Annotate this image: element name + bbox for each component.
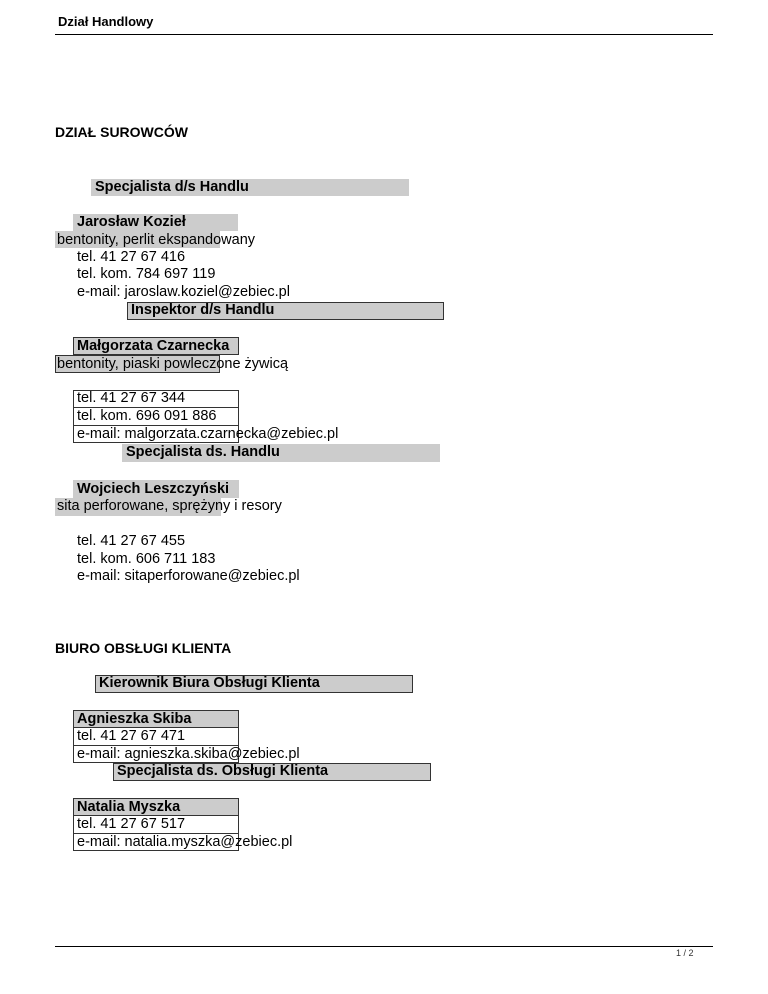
role-title-specjalista-handlu: Specjalista ds. Handlu [126, 444, 280, 460]
person-name: Wojciech Leszczyński [77, 481, 230, 497]
person-mobile[interactable]: tel. kom. 696 091 886 [77, 408, 217, 424]
role-title-inspektor-handlu: Inspektor d/s Handlu [131, 302, 275, 318]
person-products: sita perforowane, sprężyny i resory [57, 498, 282, 514]
role-title-specjalista-obslugi: Specjalista ds. Obsługi Klienta [117, 763, 329, 779]
person-phone[interactable]: tel. 41 27 67 471 [77, 728, 186, 744]
person-mobile[interactable]: tel. kom. 606 711 183 [77, 551, 216, 567]
person-email[interactable]: e-mail: sitaperforowane@zebiec.pl [77, 568, 300, 584]
role-title-kierownik-biura: Kierownik Biura Obsługi Klienta [99, 675, 320, 691]
header-divider [55, 34, 713, 35]
section-heading-surowce: DZIAŁ SUROWCÓW [55, 124, 188, 140]
person-name: Agnieszka Skiba [77, 711, 192, 727]
person-email[interactable]: e-mail: malgorzata.czarnecka@zebiec.pl [77, 426, 339, 442]
person-products: bentonity, piaski powleczone żywicą [57, 356, 289, 372]
person-email[interactable]: e-mail: agnieszka.skiba@zebiec.pl [77, 746, 300, 762]
person-phone[interactable]: tel. 41 27 67 416 [77, 249, 186, 265]
person-name: Jarosław Kozieł [77, 214, 186, 230]
person-phone[interactable]: tel. 41 27 67 344 [77, 390, 186, 406]
footer-divider [55, 946, 713, 947]
page-number: 1 / 2 [676, 948, 694, 958]
role-title-specjalista-handlu: Specjalista d/s Handlu [95, 179, 249, 195]
person-mobile[interactable]: tel. kom. 784 697 119 [77, 266, 216, 282]
person-phone[interactable]: tel. 41 27 67 517 [77, 816, 186, 832]
person-name: Natalia Myszka [77, 799, 181, 815]
person-email[interactable]: e-mail: natalia.myszka@zebiec.pl [77, 834, 293, 850]
section-heading-biuro: BIURO OBSŁUGI KLIENTA [55, 640, 232, 656]
person-phone[interactable]: tel. 41 27 67 455 [77, 533, 186, 549]
person-name: Małgorzata Czarnecka [77, 338, 230, 354]
page-header-title: Dział Handlowy [58, 14, 154, 29]
person-email[interactable]: e-mail: jaroslaw.koziel@zebiec.pl [77, 284, 290, 300]
person-products: bentonity, perlit ekspandowany [57, 232, 256, 248]
